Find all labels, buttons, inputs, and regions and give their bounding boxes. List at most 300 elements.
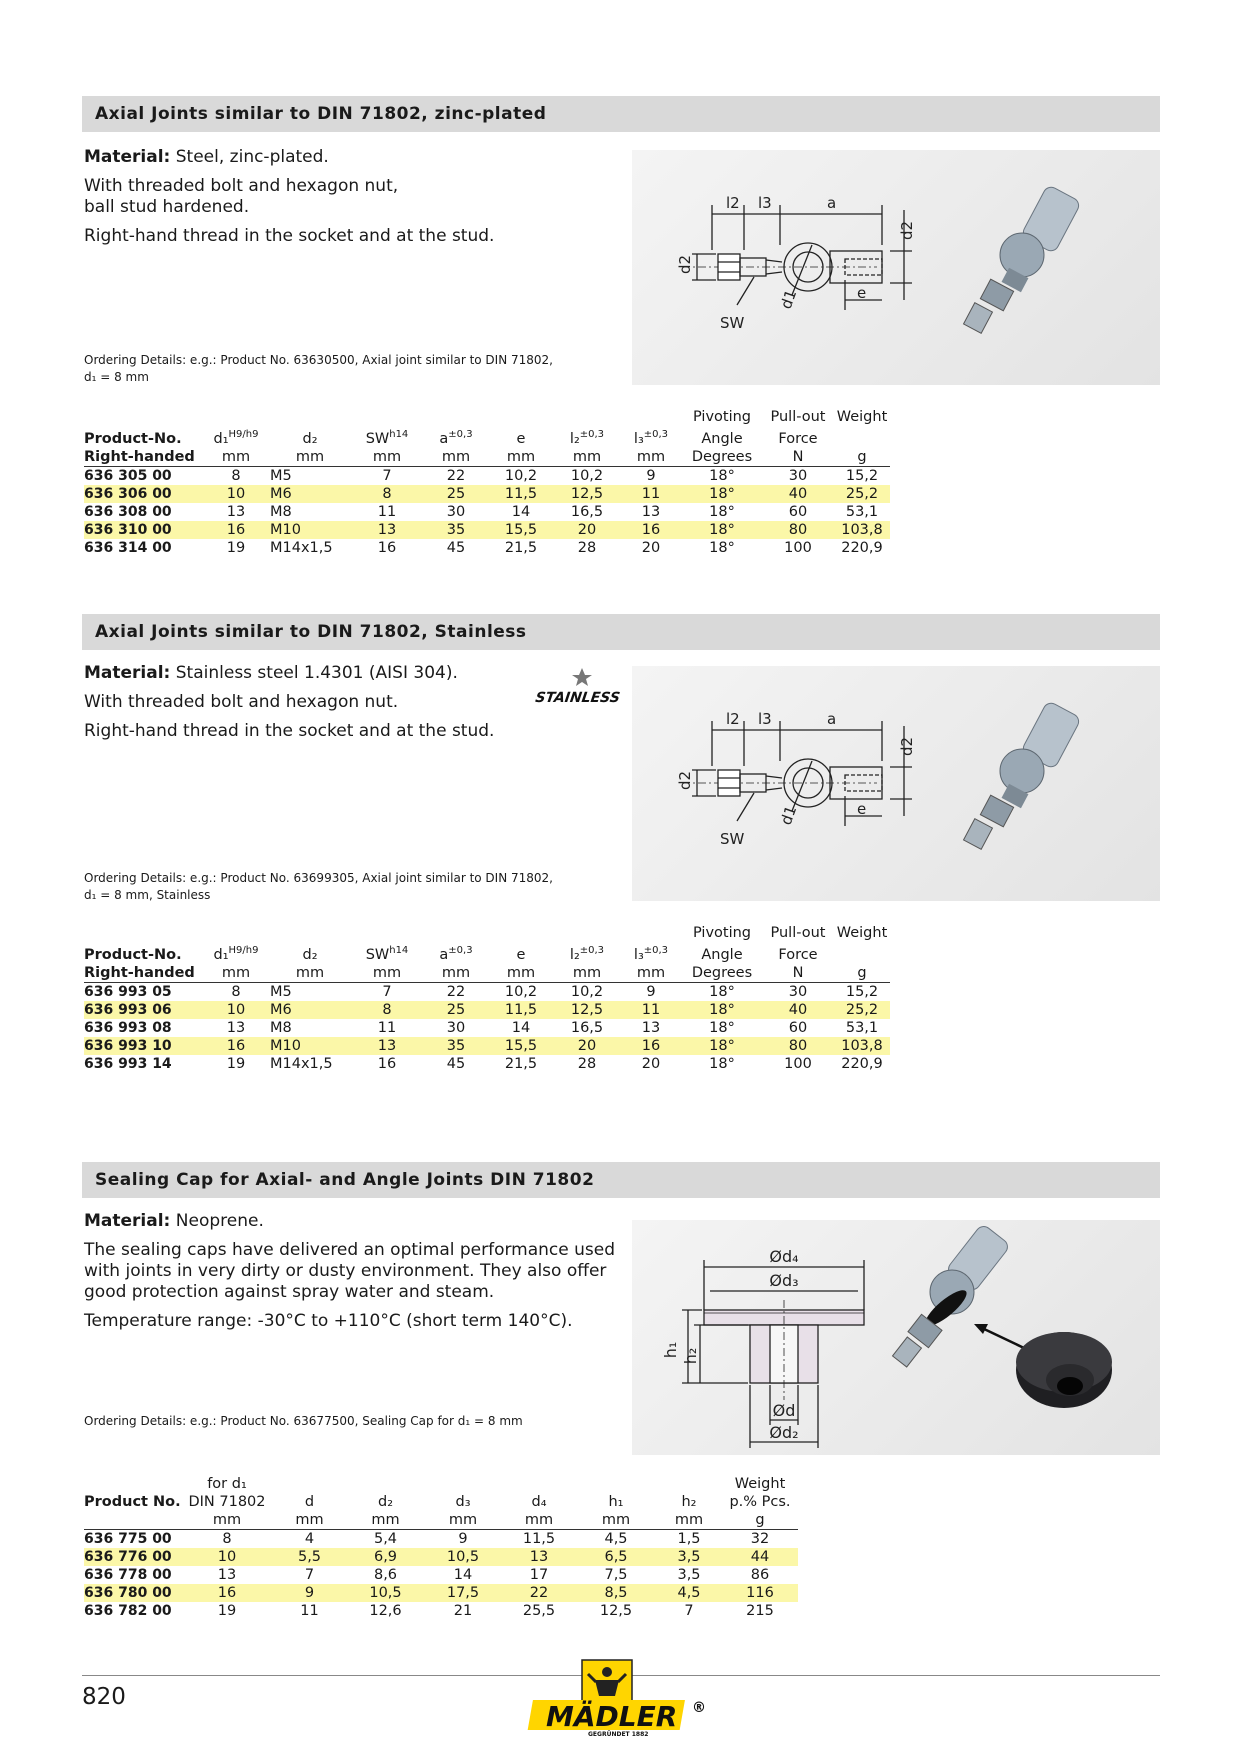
table-cell: 8 [231,983,241,1000]
header-d1: d₁$^{H9/h9}$ [213,945,259,963]
header-sw: $SW^{h14}$ [365,945,409,963]
unit-mm: mm [270,448,350,467]
table-cell: 22 [446,983,466,1000]
table-cell: 18° [709,983,735,1000]
table-cell: 220,9 [841,539,883,556]
table-cell: 16 [620,521,682,539]
unit-g: g [834,964,890,983]
unit-n: N [762,448,834,467]
table-cell: 14 [453,1567,473,1583]
table-cell: 9 [646,467,656,484]
table-cell: 7,5 [604,1567,628,1583]
product-number-cell: 636 993 06 [84,1001,202,1019]
ordering-line: Ordering Details: e.g.: Product No. 63699305, Axial joint similar to DIN 71802, [84,871,553,885]
ordering-line: Ordering Details: e.g.: Product No. 63677500, Sealing Cap for d₁ = 8 mm [84,1414,523,1428]
table-cell: 60 [788,1019,808,1036]
product-number-cell: 636 782 00 [84,1603,172,1619]
table-cell: 7 [382,467,392,484]
table-cell: 25,2 [834,1001,890,1019]
table-cell: 30 [788,983,808,1000]
maedler-logo [540,1660,710,1738]
unit-mm: mm [620,448,682,467]
product-number-cell: 636 778 00 [84,1567,172,1583]
table-body [84,1530,798,1621]
dim-label-od3: Ød₃ [769,1271,799,1290]
table-cell: 18° [682,485,762,503]
table-cell: 20 [554,1037,620,1055]
product-number-cell: 636 993 08 [84,1019,172,1036]
unit-degrees: Degrees [682,448,762,467]
table-cell: 45 [446,1055,466,1072]
header-force: Force [778,430,818,447]
table-cell: 25,2 [834,485,890,503]
table-cell: M5 [270,983,292,1000]
table-cell: 7 [684,1603,694,1619]
table-row [84,1566,798,1584]
product-figure-sealing-cap [632,1220,1160,1455]
table-cell: 10,5 [424,1548,502,1566]
table-cell: 3,5 [656,1548,722,1566]
header-h1: h₁ [608,1494,624,1510]
table-cell: 18° [709,467,735,484]
table-cell: 19 [217,1603,237,1619]
table-cell: 15,2 [845,983,879,1000]
dim-label-a: a [827,710,837,728]
header-l2: l₂$^{\pm 0,3}$ [569,429,605,447]
axial-joint-drawing [632,666,1160,901]
table-cell: 16 [620,1037,682,1055]
product-number-cell: 636 305 00 [84,467,172,484]
logo-text: MÄDLER [546,1700,678,1733]
table-cell: 12,5 [599,1603,633,1619]
material-line [84,1211,644,1232]
table-cell: 17,5 [424,1584,502,1602]
table-cell: 6,9 [347,1548,424,1566]
table-cell: 22 [502,1584,576,1602]
header-din: DIN 71802 [188,1494,266,1510]
material-value: Neoprene. [170,1211,264,1231]
product-figure-zinc [632,150,1160,385]
table-cell: 19 [226,1055,246,1072]
product-number-cell: 636 314 00 [84,539,172,556]
table-cell: 18° [709,539,735,556]
axial-joint-drawing [632,150,1160,385]
header-weight: Weight [836,409,888,425]
table-cell: 8,5 [576,1584,656,1602]
table-cell: 13 [502,1548,576,1566]
table-body [84,982,890,1073]
table-cell: 18° [709,503,735,520]
table-row [84,539,890,557]
dim-label-l3: l3 [758,710,772,728]
table-row [84,982,890,1001]
unit-mm: mm [502,1511,576,1530]
header-pivot: Pivoting [692,925,751,941]
spec-table-sealing-cap [84,1475,798,1620]
table-cell: 28 [577,1055,597,1072]
material-value: Steel, zinc-plated. [170,147,329,167]
table-cell: 8 [350,1001,424,1019]
description-paragraph: Temperature range: -30°C to +110°C (short term 140°C). [84,1311,573,1331]
description-paragraph: With threaded bolt and hexagon nut. [84,692,399,712]
table-row [84,485,890,503]
product-figure-stainless [632,666,1160,901]
table-cell: 220,9 [841,1055,883,1072]
table-cell: 100 [784,539,812,556]
table-cell: M14x1,5 [270,539,333,556]
table-cell: 10 [202,1001,270,1019]
table-cell: 86 [750,1567,770,1583]
table-cell: 12,5 [554,1001,620,1019]
table-cell: 3,5 [677,1567,701,1583]
table-cell: 18° [682,1037,762,1055]
table-cell: 1,5 [677,1531,701,1547]
table-cell: M14x1,5 [270,1055,333,1072]
product-number-cell: 636 775 00 [84,1531,172,1547]
table-cell: 11,5 [522,1531,556,1547]
table-cell: M6 [270,485,350,503]
table-cell: 35 [424,1037,488,1055]
table-row [84,1530,798,1549]
table-cell: 9 [458,1531,468,1547]
table-cell: 16 [202,521,270,539]
table-cell: 14 [511,503,531,520]
table-cell: 35 [424,521,488,539]
table-cell: 6,5 [576,1548,656,1566]
page-number: 820 [82,1684,126,1710]
material-value: Stainless steel 1.4301 (AISI 304). [170,663,458,683]
table-cell: 11 [620,1001,682,1019]
axial-joint-photo [964,700,1082,849]
star-icon [572,668,592,686]
dim-label-l2: l2 [726,710,740,728]
table-row [84,1602,798,1620]
product-number-cell: 636 776 00 [84,1548,182,1566]
header-d1: d₁$^{H9/h9}$ [213,429,259,447]
table-cell: 21,5 [504,539,538,556]
table-cell: 19 [226,539,246,556]
dim-label-d2-right: d2 [898,220,916,240]
product-number-cell: 636 993 10 [84,1037,202,1055]
dim-label-a: a [827,194,837,212]
table-cell: 12,6 [369,1603,402,1619]
table-cell: 8,6 [373,1567,398,1583]
dim-label-e: e [857,284,867,302]
dim-label-d2-left: d2 [676,770,694,790]
table-cell: 9 [646,983,656,1000]
material-label: Material: [84,663,171,683]
header-force: Force [778,946,818,963]
ordering-line: d₁ = 8 mm [84,370,149,384]
unit-mm: mm [576,1511,656,1530]
dim-label-sw: SW [720,314,745,332]
ordering-details-stainless [84,870,604,904]
table-cell: 20 [641,539,661,556]
table-cell: 13 [641,1019,661,1036]
header-weight: Weight [734,1476,786,1492]
header-a: $a^{\pm 0,3}$ [439,945,473,963]
header-d3: d₃ [455,1494,471,1510]
header-for-d1: for d₁ [207,1476,247,1492]
stainless-badge-text: STAINLESS [534,690,621,706]
table-cell: 13 [641,503,661,520]
dim-label-d2-right: d2 [898,736,916,756]
header-product-no: Product No. [84,1494,181,1510]
ordering-line: d₁ = 8 mm, Stainless [84,888,211,902]
table-cell: 18° [682,521,762,539]
table-cell: M8 [270,503,292,520]
header-d2: d₂ [302,946,318,963]
table-cell: 10,2 [570,467,604,484]
table-cell: 4,5 [604,1531,628,1547]
unit-mm: mm [424,448,488,467]
header-pull: Pull-out [770,409,826,425]
table-cell: 13 [350,521,424,539]
unit-mm: mm [424,964,488,983]
product-number-cell: 636 306 00 [84,485,202,503]
material-label: Material: [84,1211,171,1231]
table-cell: 13 [350,1037,424,1055]
product-number-cell: 636 310 00 [84,521,202,539]
table-cell: 7 [382,983,392,1000]
header-pcs: p.% Pcs. [729,1494,791,1510]
dim-label-d2-left: d2 [676,254,694,274]
header-pivot: Pivoting [692,409,751,425]
description-paragraph: The sealing caps have delivered an optimal performance used with joints in very dirty or dusty environment. They also offer good protection against spray water and steam. [84,1240,616,1302]
table-cell: 5,5 [272,1548,347,1566]
material-line [84,147,604,168]
table-cell: M6 [270,1001,350,1019]
ordering-details-sealing-cap [84,1413,604,1430]
table-cell: 7 [304,1567,315,1583]
table-cell: 16 [202,1037,270,1055]
unit-mm: mm [554,448,620,467]
table-cell: 15,5 [488,1037,554,1055]
table-cell: 11 [300,1603,319,1619]
table-cell: 103,8 [834,1037,890,1055]
dim-label-h2: h₂ [681,1347,700,1365]
description-stainless [84,663,604,750]
table-cell: 18° [709,1019,735,1036]
unit-mm: mm [347,1511,424,1530]
table-cell: 20 [641,1055,661,1072]
table-cell: M10 [270,521,350,539]
header-d4: d₄ [531,1494,547,1510]
description-paragraph: Right-hand thread in the socket and at the stud. [84,721,495,741]
unit-mm: mm [424,1511,502,1530]
dim-label-h1: h₁ [661,1341,680,1359]
description-zinc [84,147,604,255]
dim-label-od: Ød [772,1401,796,1420]
table-cell: 10,2 [504,983,538,1000]
unit-mm: mm [182,1511,272,1530]
table-cell: M8 [270,1019,292,1036]
unit-mm: mm [350,448,424,467]
header-e: e [516,430,526,447]
table-cell: 25 [424,1001,488,1019]
table-cell: 16,5 [570,1019,604,1036]
table-cell: 20 [554,521,620,539]
table-cell: 116 [722,1584,798,1602]
header-h2: h₂ [681,1494,697,1510]
table-cell: 32 [750,1531,770,1547]
dim-label-d1: d1 [776,287,801,312]
section-title-stainless: Axial Joints similar to DIN 71802, Stainless [82,614,1160,650]
table-cell: 215 [746,1603,774,1619]
table-cell: 21 [453,1603,473,1619]
table-cell: 4,5 [656,1584,722,1602]
table-row [84,1019,890,1037]
table-cell: 40 [762,1001,834,1019]
header-d2: d₂ [377,1494,394,1510]
table-cell: 11 [620,485,682,503]
header-right-handed: Right-handed [84,448,202,467]
table-cell: 16 [182,1584,272,1602]
unit-mm: mm [620,964,682,983]
table-row [84,1584,798,1602]
product-number-cell: 636 993 14 [84,1055,172,1072]
unit-mm: mm [202,964,270,983]
axial-joint-photo [964,184,1082,333]
unit-mm: mm [202,448,270,467]
table-cell: 25,5 [522,1603,556,1619]
table-cell: 4 [304,1531,315,1547]
unit-mm: mm [350,964,424,983]
table-cell: 8 [231,467,241,484]
header-d: d [304,1494,315,1510]
table-cell: 13 [226,503,246,520]
dim-label-sw: SW [720,830,745,848]
header-l3: l₃$^{\pm 0,3}$ [633,429,669,447]
logo-subtitle: GEGRÜNDET 1882 [588,1731,649,1738]
table-cell: 8 [350,485,424,503]
material-label: Material: [84,147,171,167]
table-cell: 53,1 [845,1019,879,1036]
unit-mm: mm [270,964,350,983]
table-row [84,521,890,539]
table-cell: 30 [446,503,466,520]
table-row [84,466,890,485]
unit-mm: mm [488,964,554,983]
ordering-details-zinc [84,352,604,386]
table-cell: 10,2 [570,983,604,1000]
section-title-sealing-cap: Sealing Cap for Axial- and Angle Joints DIN 71802 [82,1162,1160,1198]
table-cell: 16,5 [570,503,604,520]
table-cell: 18° [709,1055,735,1072]
sealing-cap-drawing [632,1220,1160,1455]
logo-registered-mark: ® [692,1700,706,1716]
table-cell: 40 [762,485,834,503]
spec-table-stainless [84,924,890,1073]
table-cell: 5,4 [373,1531,398,1547]
dim-label-l2: l2 [726,194,740,212]
header-l2: l₂$^{\pm 0,3}$ [569,945,605,963]
table-cell: 30 [446,1019,466,1036]
ordering-line: Ordering Details: e.g.: Product No. 63630500, Axial joint similar to DIN 71802, [84,353,553,367]
table-row [84,1001,890,1019]
dim-label-od4: Ød₄ [769,1247,799,1266]
header-d2: d₂ [302,430,318,447]
table-cell: 10 [182,1548,272,1566]
header-weight: Weight [836,925,888,941]
table-cell: 10 [202,485,270,503]
table-cell: 28 [577,539,597,556]
table-cell: 100 [784,1055,812,1072]
description-sealing-cap [84,1211,644,1340]
table-cell: 53,1 [845,503,879,520]
table-cell: 11 [377,1019,397,1036]
material-line [84,663,604,684]
table-cell: 17 [529,1567,549,1583]
header-e: e [516,946,526,963]
table-cell: 11,5 [488,485,554,503]
table-row [84,1037,890,1055]
header-product-no: Product-No. [84,430,182,447]
dim-label-e: e [857,800,867,818]
table-cell: 16 [377,1055,397,1072]
section-title-zinc: Axial Joints similar to DIN 71802, zinc-plated [82,96,1160,132]
table-cell: 10,5 [347,1584,424,1602]
table-body [84,466,890,557]
header-right-handed: Right-handed [84,964,202,983]
unit-mm: mm [272,1511,347,1530]
table-cell: 11,5 [488,1001,554,1019]
unit-mm: mm [656,1511,722,1530]
stainless-badge [534,666,621,716]
table-cell: 60 [788,503,808,520]
table-cell: 16 [377,539,397,556]
table-cell: 13 [226,1019,246,1036]
table-row [84,1055,890,1073]
table-cell: 80 [762,1037,834,1055]
unit-g: g [722,1511,798,1530]
table-cell: 22 [446,467,466,484]
header-l3: l₃$^{\pm 0,3}$ [633,945,669,963]
table-cell: 103,8 [834,521,890,539]
table-cell: 30 [788,467,808,484]
table-cell: 12,5 [554,485,620,503]
table-cell: 25 [424,485,488,503]
product-number-cell: 636 308 00 [84,503,172,520]
header-angle: Angle [701,430,743,447]
header-product-no: Product-No. [84,946,182,963]
table-cell: 45 [446,539,466,556]
spec-table-zinc [84,408,890,557]
table-cell: 9 [272,1584,347,1602]
description-paragraph: Right-hand thread in the socket and at the stud. [84,226,495,246]
dim-label-d1: d1 [776,803,801,828]
unit-mm: mm [488,448,554,467]
header-a: $a^{\pm 0,3}$ [439,429,473,447]
table-cell: 18° [682,1001,762,1019]
dim-label-l3: l3 [758,194,772,212]
table-cell: M10 [270,1037,350,1055]
header-angle: Angle [701,946,743,963]
product-number-cell: 636 993 05 [84,983,172,1000]
unit-n: N [762,964,834,983]
table-cell: 8 [222,1531,232,1547]
header-sw: $SW^{h14}$ [365,429,409,447]
table-cell: 15,2 [845,467,879,484]
description-paragraph: With threaded bolt and hexagon nut, ball stud hardened. [84,176,399,217]
unit-degrees: Degrees [682,964,762,983]
table-cell: M5 [270,467,292,484]
product-number-cell: 636 780 00 [84,1584,182,1602]
table-row [84,503,890,521]
sealing-cap-photo [893,1223,1112,1408]
unit-mm: mm [554,964,620,983]
table-cell: 11 [377,503,397,520]
